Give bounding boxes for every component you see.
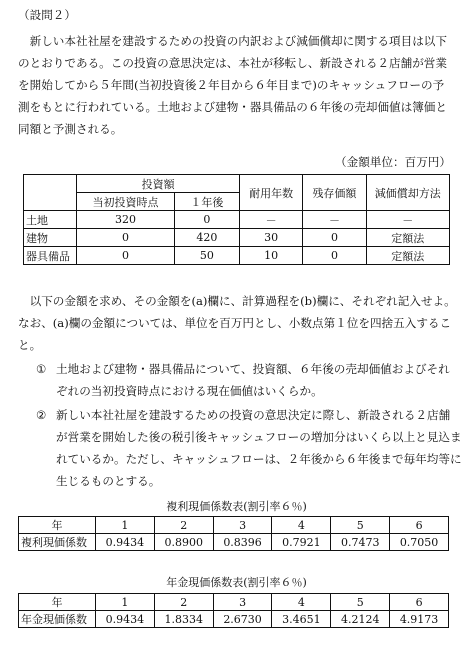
annuity-factor-table (18, 593, 449, 628)
cell-method: 定額法 (366, 247, 449, 265)
factor-cell: 0.8396 (213, 534, 272, 551)
factor-cell: 3.4651 (272, 611, 331, 628)
cell-year1: 0 (174, 211, 239, 229)
header-life: 耐用年数 (240, 175, 303, 211)
factor-cell: 0.9434 (96, 611, 155, 628)
question-number: ① (36, 362, 47, 376)
intro-paragraph (18, 30, 458, 140)
header-investment: 投資額 (77, 175, 240, 193)
factor-cell: 0.8900 (154, 534, 213, 551)
header-method: 減価償却方法 (366, 175, 449, 211)
factor-cell: 2.6730 (213, 611, 272, 628)
factor-label: 年金現価係数 (19, 611, 96, 628)
intro-line: 測をもとに行われている。土地および建物・器具備品の６年後の売却価値は簿価と (18, 100, 447, 114)
year-cell: 5 (331, 594, 390, 611)
intro-line: のとおりである。この投資の意思決定は、本社が移転し、新設される２店舗が営業 (18, 56, 447, 70)
year-cell: 2 (154, 594, 213, 611)
factor-cell: 0.7050 (390, 534, 449, 551)
investment-table (23, 174, 450, 265)
row-name: 器具備品 (24, 247, 77, 265)
factor-cell: 0.7473 (331, 534, 390, 551)
table-row (19, 594, 449, 611)
row-name: 土地 (24, 211, 77, 229)
cell-life: 30 (240, 229, 303, 247)
instruction-line: 以下の金額を求め、その金額を(a)欄に、計算過程を(b)欄に、それぞれ記入せよ。 (18, 294, 456, 308)
row-name: 建物 (24, 229, 77, 247)
table-row (19, 611, 449, 628)
compound-factor-table (18, 516, 449, 551)
year-cell: 6 (390, 517, 449, 534)
intro-line: 新しい本社社屋を建設するための投資の内訳および減価償却に関する項目は以下 (18, 34, 447, 48)
table-row (19, 517, 449, 534)
cell-life: － (240, 211, 303, 229)
year-cell: 3 (213, 594, 272, 611)
year-cell: 4 (272, 517, 331, 534)
year-cell: 5 (331, 517, 390, 534)
header-initial: 当初投資時点 (77, 193, 174, 211)
question-line: れているか。ただし、キャッシュフローは、２年後から６年後まで毎年均等に (56, 452, 462, 466)
cell-residual: 0 (303, 229, 366, 247)
year-cell: 6 (390, 594, 449, 611)
cell-method: － (366, 211, 449, 229)
cell-residual: － (303, 211, 366, 229)
question-heading: （設問２） (18, 8, 76, 22)
factor-cell: 1.8334 (154, 611, 213, 628)
table-row (24, 247, 450, 265)
year-cell: 1 (96, 594, 155, 611)
cell-life: 10 (240, 247, 303, 265)
question-line: 生じるものとする。 (56, 474, 161, 488)
table-header-row (24, 175, 450, 193)
question-line: 新しい本社社屋を建設するための投資の意思決定に際し、新設される２店舗 (56, 408, 451, 422)
year-cell: 2 (154, 517, 213, 534)
factor-cell: 0.7921 (272, 534, 331, 551)
cell-initial: 0 (77, 247, 174, 265)
factor-label: 複利現価係数 (19, 534, 96, 551)
question-number: ② (36, 408, 47, 422)
cell-year1: 420 (174, 229, 239, 247)
factor-cell: 4.2124 (331, 611, 390, 628)
table-row (19, 534, 449, 551)
year-label: 年 (19, 594, 96, 611)
cell-initial: 320 (77, 211, 174, 229)
question-body (56, 358, 456, 402)
compound-table-caption: 複利現価係数表(割引率６％) (166, 500, 307, 513)
header-residual: 残存価額 (303, 175, 366, 211)
factor-cell: 4.9173 (390, 611, 449, 628)
instruction-line: と。 (18, 338, 42, 352)
table-row (24, 211, 450, 229)
intro-line: を開始してから５年間(当初投資後２年目から６年目まで)のキャッシュフローの予 (18, 78, 445, 92)
table-corner-cell (24, 175, 77, 211)
cell-method: 定額法 (366, 229, 449, 247)
cell-initial: 0 (77, 229, 174, 247)
question-line: 土地および建物・器具備品について、投資額、６年後の売却価値およびそれ (56, 362, 450, 376)
instruction-line: なお、(a)欄の金額については、単位を百万円とし、小数点第１位を四捨五入するこ (18, 316, 452, 330)
question-line: ぞれの当初投資時点における現在価値はいくらか。 (56, 384, 323, 398)
intro-line: 同額と予測される。 (18, 122, 123, 136)
unit-label: （金額単位：百万円） (335, 155, 451, 169)
instruction-paragraph (18, 290, 458, 356)
question-line: が営業を開始した後の税引後キャッシュフローの増加分はいくら以上と見込ま (56, 430, 462, 444)
header-year1: １年後 (174, 193, 239, 211)
year-label: 年 (19, 517, 96, 534)
factor-cell: 0.9434 (96, 534, 155, 551)
year-cell: 1 (96, 517, 155, 534)
cell-year1: 50 (174, 247, 239, 265)
question-body (56, 404, 462, 492)
cell-residual: 0 (303, 247, 366, 265)
table-row (24, 229, 450, 247)
year-cell: 3 (213, 517, 272, 534)
year-cell: 4 (272, 594, 331, 611)
annuity-table-caption: 年金現価係数表(割引率６％) (166, 576, 307, 589)
